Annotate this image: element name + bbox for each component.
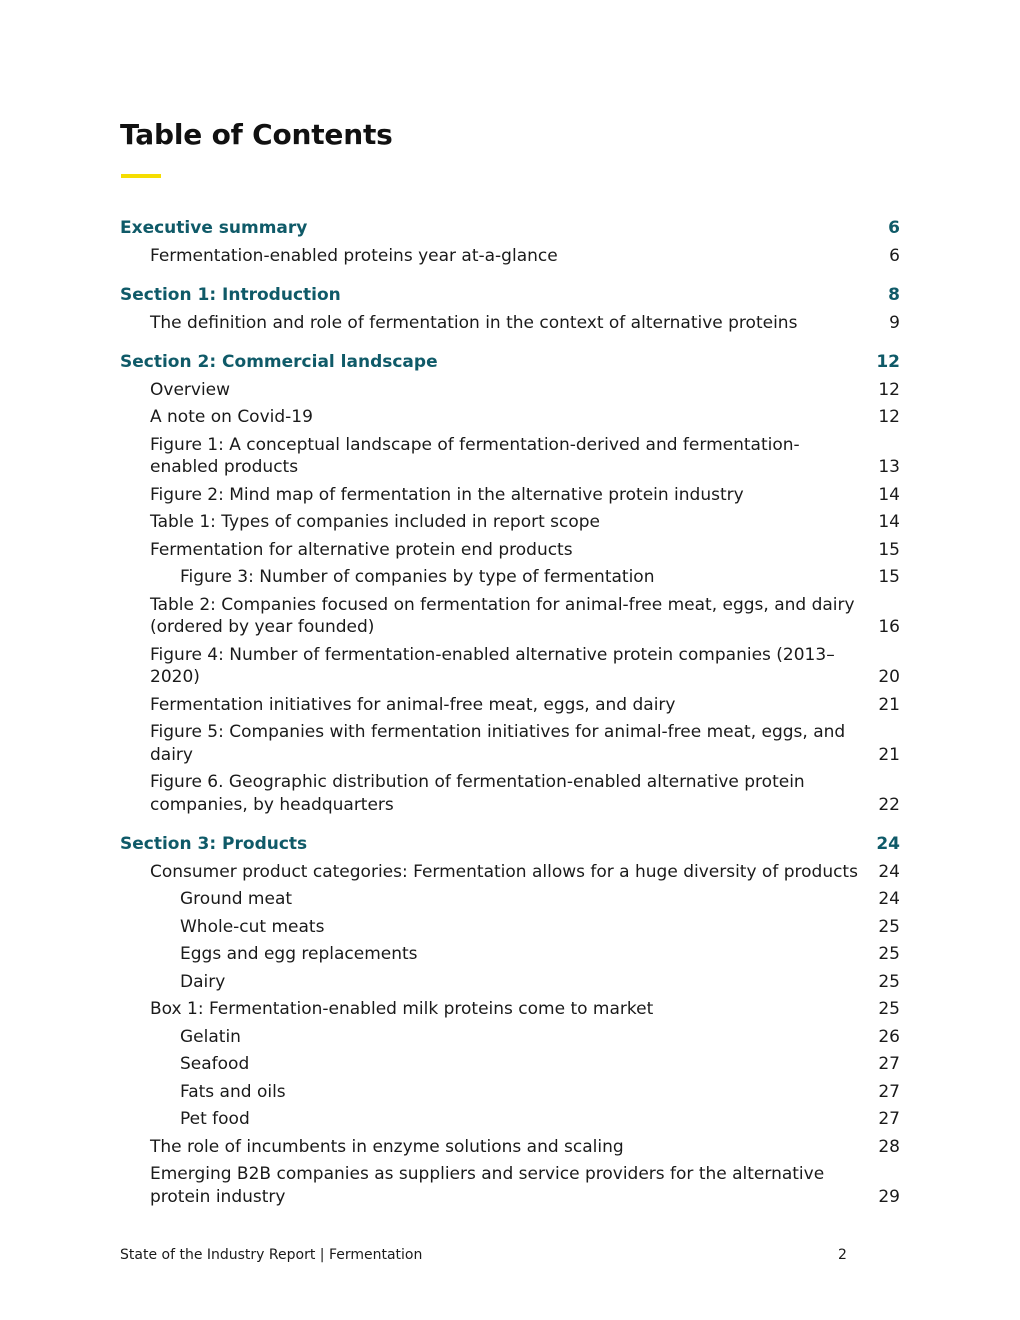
toc-entry-label: Whole-cut meats — [180, 916, 325, 937]
toc-entry-page: 12 — [878, 407, 900, 427]
toc-entry[interactable] — [120, 539, 900, 567]
title-accent-bar — [121, 174, 161, 178]
toc-entry[interactable] — [120, 566, 900, 594]
toc-entry-label: Section 3: Products — [120, 834, 308, 854]
toc-section-entry[interactable] — [120, 351, 900, 379]
toc-entry[interactable] — [120, 1026, 900, 1054]
toc-entry-label: Ground meat — [180, 889, 293, 909]
toc-entry-label: Gelatin — [180, 1026, 241, 1047]
toc-entry-page: 14 — [878, 512, 900, 532]
toc-entry-page: 26 — [878, 1026, 900, 1047]
toc-entry-label: Figure 5: Companies with fermentation initiatives for animal-free meat, eggs, and dairy — [150, 722, 846, 765]
toc-entry[interactable] — [120, 861, 900, 889]
toc-entry-page: 24 — [878, 861, 900, 882]
toc-entry-label: Executive summary — [120, 218, 308, 238]
toc-entry[interactable] — [120, 1081, 900, 1109]
toc-entry-label: Consumer product categories: Fermentation allows for a huge diversity of products — [150, 861, 858, 882]
toc-entry-page: 13 — [878, 457, 900, 477]
table-of-contents — [120, 217, 900, 1213]
toc-entry-page: 25 — [878, 916, 900, 937]
toc-entry-page: 6 — [889, 245, 900, 266]
toc-entry[interactable] — [120, 1108, 900, 1136]
toc-entry-page: 24 — [876, 834, 900, 854]
toc-entry-page: 27 — [878, 1054, 900, 1074]
toc-entry-label: Figure 3: Number of companies by type of fermentation — [180, 567, 655, 587]
toc-entry-page: 12 — [876, 352, 900, 372]
toc-entry[interactable] — [120, 434, 900, 484]
toc-entry-page: 28 — [878, 1136, 900, 1157]
toc-entry-page: 22 — [878, 794, 900, 815]
toc-entry-page: 6 — [888, 218, 900, 238]
toc-entry-label: Figure 1: A conceptual landscape of fermentation-derived and fermentation-enabled products — [150, 434, 800, 477]
toc-entry-label: Pet food — [180, 1109, 250, 1129]
toc-entry-page: 21 — [878, 744, 900, 765]
toc-entry-label: Overview — [150, 379, 231, 400]
toc-entry-label: Fats and oils — [180, 1081, 286, 1102]
toc-entry[interactable] — [120, 1053, 900, 1081]
toc-entry-label: Eggs and egg replacements — [180, 944, 418, 964]
toc-entry-label: Dairy — [180, 971, 226, 992]
toc-entry[interactable] — [120, 379, 900, 407]
toc-entry-page: 20 — [878, 667, 900, 687]
toc-entry-label: Table 2: Companies focused on fermentation for animal-free meat, eggs, and dairy (ordered by year founded) — [150, 594, 855, 637]
toc-entry-label: Seafood — [180, 1054, 250, 1074]
toc-entry-label: Section 2: Commercial landscape — [120, 352, 438, 372]
toc-entry[interactable] — [120, 888, 900, 916]
toc-entry-label: Figure 4: Number of fermentation-enabled alternative protein companies (2013–2020) — [150, 644, 835, 687]
toc-entry[interactable] — [120, 694, 900, 722]
toc-entry-label: Fermentation initiatives for animal-free meat, eggs, and dairy — [150, 694, 676, 715]
toc-entry-label: Figure 6. Geographic distribution of fermentation-enabled alternative protein companies, by headquarters — [150, 772, 805, 815]
toc-entry-label: The role of incumbents in enzyme solutions and scaling — [150, 1136, 624, 1157]
toc-entry[interactable] — [120, 594, 900, 644]
toc-entry-label: Emerging B2B companies as suppliers and service providers for the alternative protein industry — [150, 1164, 825, 1207]
toc-section-entry[interactable] — [120, 833, 900, 861]
footer-report-name: State of the Industry Report | Fermentation — [120, 1247, 423, 1263]
toc-entry-page: 25 — [878, 999, 900, 1019]
toc-entry-page: 16 — [878, 617, 900, 637]
page-title: Table of Contents — [120, 118, 393, 151]
footer-page-number: 2 — [838, 1247, 847, 1263]
toc-entry-label: The definition and role of fermentation in the context of alternative proteins — [150, 312, 798, 333]
toc-entry[interactable] — [120, 312, 900, 340]
toc-entry-label: Fermentation-enabled proteins year at-a-glance — [150, 245, 558, 266]
toc-entry-label: Fermentation for alternative protein end products — [150, 539, 573, 560]
toc-entry-page: 25 — [878, 971, 900, 992]
toc-entry[interactable] — [120, 943, 900, 971]
toc-entry[interactable] — [120, 644, 900, 694]
toc-section-entry[interactable] — [120, 217, 900, 245]
toc-entry[interactable] — [120, 916, 900, 944]
toc-entry-label: Section 1: Introduction — [120, 285, 341, 305]
toc-entry-page: 24 — [878, 889, 900, 909]
toc-entry-page: 27 — [878, 1109, 900, 1129]
toc-entry[interactable] — [120, 484, 900, 512]
toc-entry-label: A note on Covid-19 — [150, 407, 313, 427]
toc-entry[interactable] — [120, 511, 900, 539]
toc-section-entry[interactable] — [120, 284, 900, 312]
toc-entry-page: 9 — [889, 312, 900, 333]
toc-entry-page: 21 — [878, 694, 900, 715]
toc-entry-label: Figure 2: Mind map of fermentation in the alternative protein industry — [150, 484, 744, 505]
toc-entry-page: 29 — [878, 1186, 900, 1207]
toc-entry-page: 12 — [878, 379, 900, 400]
toc-entry-label: Table 1: Types of companies included in report scope — [150, 512, 601, 532]
toc-entry-page: 27 — [878, 1081, 900, 1102]
toc-entry[interactable] — [120, 406, 900, 434]
toc-entry[interactable] — [120, 1163, 900, 1213]
toc-entry[interactable] — [120, 721, 900, 771]
toc-entry-page: 8 — [888, 285, 900, 305]
toc-entry-page: 15 — [878, 567, 900, 587]
toc-entry[interactable] — [120, 771, 900, 821]
toc-entry-page: 14 — [878, 484, 900, 505]
toc-entry[interactable] — [120, 971, 900, 999]
toc-entry-page: 15 — [878, 539, 900, 560]
toc-entry[interactable] — [120, 1136, 900, 1164]
toc-entry-label: Box 1: Fermentation-enabled milk proteins come to market — [150, 999, 654, 1019]
toc-entry[interactable] — [120, 245, 900, 273]
toc-entry[interactable] — [120, 998, 900, 1026]
toc-entry-page: 25 — [878, 944, 900, 964]
